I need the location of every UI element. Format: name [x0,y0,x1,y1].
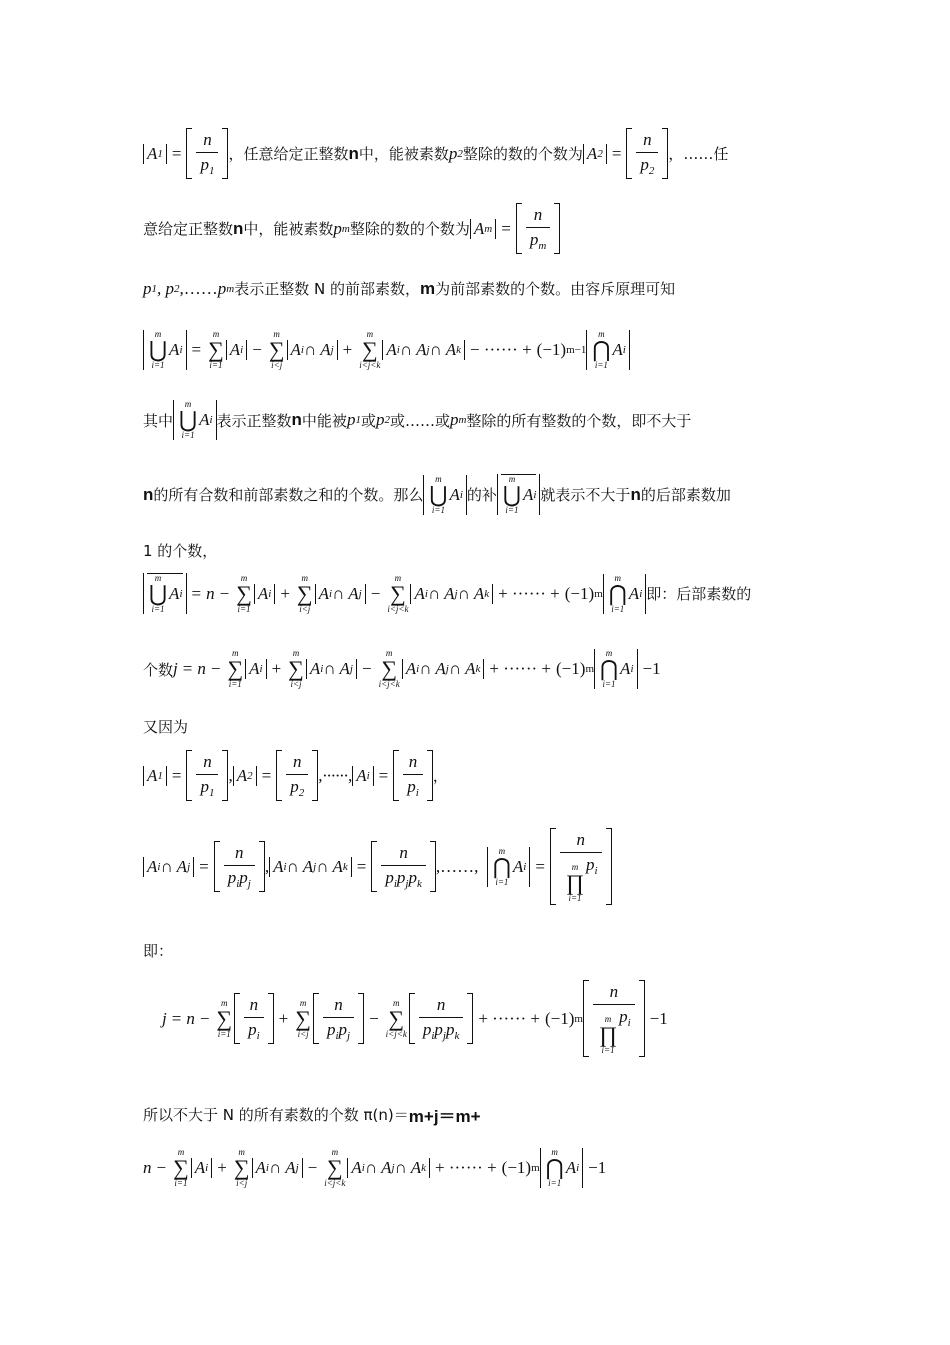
text-l2-mid: 中，能被素数 [243,220,334,238]
text-l3: 表示正整数 N 的前部素数， [234,280,420,298]
line-11-formula: A 1 = $\frac{n}{p_1}$ , A 2 = $\frac{n}{p_2}$ ,······, A i = $\frac{n}{p_i}$ ， [143,750,448,801]
line-14-formula: j = n − m ∑ i=1 $\frac{n}{p_i}$ + m ∑ i<j $\frac{n}{p_ip_j}$ − m ∑ i<j<k $\frac{n}{p_ip_jp_k}$ + ······ + (−1) m n m ∏ i=1 $p_i$ −1 [162,982,668,1055]
text-l6-comp: 的补 [466,486,497,504]
text-l1-after-p2: 整除的数的个数为 [462,145,583,163]
formula-A2: A 2 = $\frac{n}{p_2}$ [583,128,668,179]
line-6: n 的所有合数和前部素数之和的个数。那么 m ⋃ i=1 A i 的补 m ⋃ i=1 A i 就表示不大于 n 的后部素数加 [143,473,731,515]
text-l5-or2: 或……或 [389,411,450,430]
text-l1-after-n: 中，能被素数 [358,145,449,163]
text-l6-end: 就表示不大于 [540,486,631,504]
line-8-formula: m ⋃ i=1 A i = n − m ∑ i=1 A i + m ∑ i<j A i ∩ A j − m ∑ i<j<k A i ∩ A j ∩ A k + ······ + (−1) m m ⋂ i=1 A i 即：后部素数的 [143,573,751,614]
line-10 [143,716,188,737]
line-16-formula: n − m ∑ i=1 A i + m ∑ i<j A i ∩ A j − m ∑ i<j<k A i ∩ A j ∩ A k + ······ + (−1) m m ⋂ i=1 A i −1 [143,1147,607,1188]
text-l15-start: 所以不大于 N 的所有素数的个数 π(n)＝ [143,1106,409,1124]
text-l1-n: n [348,143,359,163]
text-l15-bold: m+j＝m+ [408,1107,481,1126]
text-l5-start: 其中 [143,411,174,430]
text-l1-mid: ，任意给定正整数 [228,145,349,163]
text-l6-end2: 的后部素数加 [640,486,731,504]
text-l5-mid: 表示正整数 [216,411,292,430]
line-5: 其中 m ⋃ i=1 A i 表示正整数 n 中能被 p 1 或 p 2 或……或 p m 整除的所有整数的个数，即不大于 [143,399,692,440]
text-l5-n: n [291,410,302,429]
text-l9-start: 个数 [143,660,174,679]
text-l6-n2: n [630,484,641,504]
line-9-formula: 个数 j = n − m ∑ i=1 A i + m ∑ i<j A i ∩ A j − m ∑ i<j<k A i ∩ A j ∩ A k + ······ + (−1) m m ⋂ i=1 A i −1 [143,648,661,689]
line-12-formula: A i ∩ A j = $\frac{n}{p_ip_j}$ , A i ∩ A j ∩ A k = $\frac{n}{p_ip_jp_k}$ ,……, m ⋂ i=1 A i = n m ∏ i=1 $p_i$ [143,828,612,905]
text-l6-mid: 的所有合数和前部素数之和的个数。那么 [153,486,424,504]
formula-A1: A 1 = $\frac{n}{p_1}$ [143,128,228,179]
text-l2-start: 意给定正整数 [143,220,234,238]
line-2: 意给定正整数 n 中，能被素数 p m 整除的数的个数为 A m = $\frac{n}{p_m}$ [143,203,560,254]
text-l10: 又因为 [143,718,189,736]
text-l7: 1 的个数， [143,542,218,560]
line-13 [143,940,173,961]
formula-Am: A m = $\frac{n}{p_m}$ [470,203,560,254]
text-l13: 即： [143,942,174,960]
text-l5-end: 整除的所有整数的个数，即不大于 [466,411,692,430]
text-l11-comma: ， [432,767,448,785]
text-l3-end: 为前部素数的个数。由容斥原理可知 [435,280,676,298]
line-7 [143,540,217,561]
text-l5-mid2: 中能被 [301,411,347,430]
line-1: A 1 = $\frac{n}{p_1}$ ，任意给定正整数 n 中，能被素数 p 2 整除的数的个数为 A 2 = $\frac{n}{p_2}$ ，……任 [143,128,728,179]
line-15 [143,1102,481,1127]
text-l2-n: n [233,218,244,238]
text-l8-end: 即：后部素数的 [646,585,752,603]
text-l3-m: m [419,278,436,298]
line-3: p 1 , p 2 , …… p m 表示正整数 N 的前部素数， m 为前部素数的个数。由容斥原理可知 [143,278,676,298]
text-l6-n: n [143,484,154,504]
line-4-formula: m ⋃ i=1 A i = m ∑ i=1 A i − m ∑ i<j A i ∩ A j + m ∑ i<j<k A i ∩ A j ∩ A k − ······ + (−1) m−1 m ⋂ i=1 A i [143,330,630,370]
text-l1-end: ，……任 [668,145,729,163]
text-l2-end: 整除的数的个数为 [349,220,470,238]
text-l5-or1: 或 [360,411,376,430]
